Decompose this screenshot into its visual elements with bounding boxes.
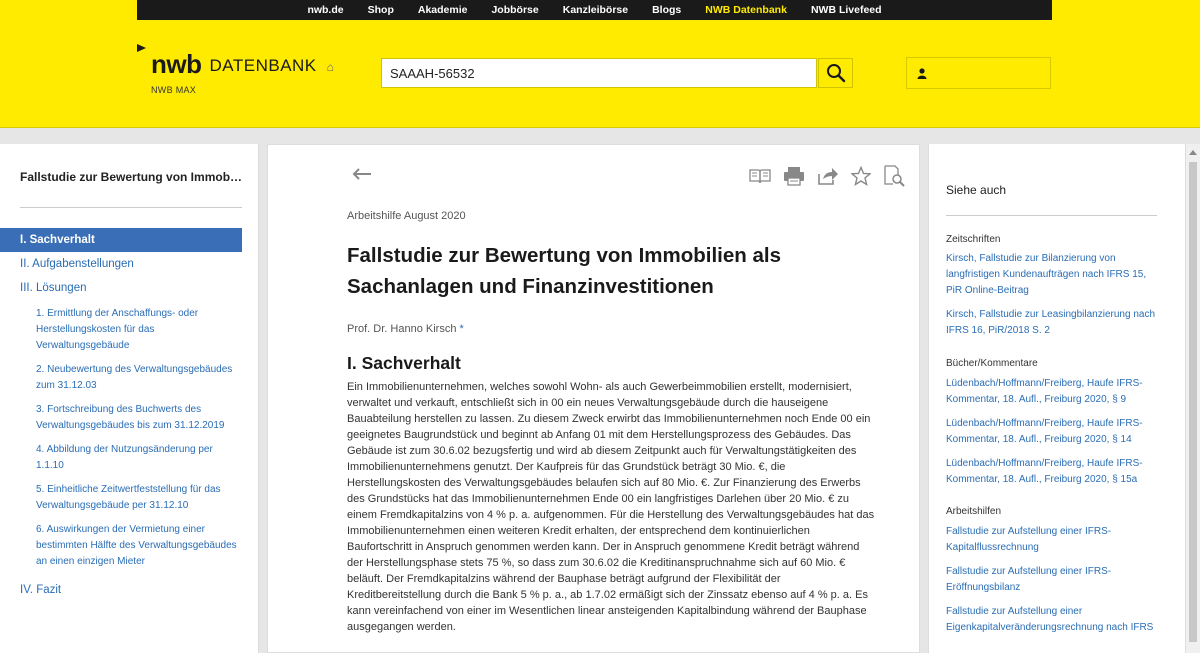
sidebar-document-title: Fallstudie zur Bewertung von Immobi…	[20, 170, 245, 184]
related-link[interactable]: Fallstudie zur Aufstellung einer IFRS-Kapitalflussrechnung	[946, 526, 1112, 553]
scrollbar-thumb[interactable]	[1189, 162, 1197, 642]
topnav-blogs[interactable]: Blogs	[652, 4, 682, 16]
author-footnote-link[interactable]: *	[459, 323, 464, 335]
arrow-left-icon	[352, 168, 372, 180]
logo-brand: nwb	[151, 49, 202, 79]
related-link[interactable]: Lüdenbach/Hoffmann/Freiberg, Haufe IFRS-Kommentar, 18. Aufl., Freiburg 2020, § 14	[946, 418, 1143, 445]
toc-subitem-5[interactable]: 5. Einheitliche Zeitwertfeststellung für das Verwaltungsgebäude per 31.12.10	[36, 484, 221, 511]
logo-product: DATENBANK	[209, 56, 317, 75]
document-title: Fallstudie zur Bewertung von Immobilien als Sachanlagen und Finanzinvestitionen	[347, 244, 781, 298]
favorite-button[interactable]	[851, 166, 871, 191]
topnav-nwb-datenbank[interactable]: NWB Datenbank	[705, 4, 787, 16]
toc-subitem-1[interactable]: 1. Ermittlung der Anschaffungs- oder Herstellungskosten für das Verwaltungsgebäude	[36, 308, 199, 351]
table-of-contents	[0, 228, 259, 602]
toc-sidebar	[0, 144, 259, 653]
document-meta: Arbeitshilfe August 2020	[347, 210, 466, 222]
printer-icon	[783, 166, 805, 186]
top-navigation	[137, 0, 1052, 20]
topnav-nwb-livefeed[interactable]: NWB Livefeed	[810, 4, 882, 16]
home-icon[interactable]: ⌂	[326, 60, 334, 74]
group-title-arbeitshilfen: Arbeitshilfen	[946, 506, 1002, 517]
see-also-sidebar	[928, 144, 1185, 653]
topnav-shop[interactable]: Shop	[367, 4, 394, 16]
document-author	[347, 323, 464, 335]
toc-item-sachverhalt[interactable]: I. Sachverhalt	[0, 228, 242, 252]
star-icon	[851, 166, 871, 186]
topnav-akademie[interactable]: Akademie	[417, 4, 468, 16]
user-icon	[917, 68, 927, 79]
divider	[946, 215, 1157, 216]
related-link[interactable]: Lüdenbach/Hoffmann/Freiberg, Haufe IFRS-Kommentar, 18. Aufl., Freiburg 2020, § 9	[946, 378, 1143, 405]
related-link[interactable]: Kirsch, Fallstudie zur Leasingbilanzierung nach IFRS 16, PiR/2018 S. 2	[946, 309, 1156, 336]
product-subtitle: NWB MAX	[151, 85, 197, 95]
related-link[interactable]: Fallstudie zur Aufstellung einer Eigenkapitalveränderungsrechnung nach IFRS	[946, 606, 1154, 633]
section-body: Ein Immobilienunternehmen, welches sowohl Wohn- als auch Gewerbeimmobilien erstellt, modernisiert, verwaltet und verkauft, entschließt sich in 00 ein neues Verwaltungsgebäude durch die hauseigene Bauabteilung herstellen zu lassen. Zu diesem Zweck erwirbt das Immobilienunternehmen noch Ende 00 ein geeignetes Baugrundstück und beginnt ab Anfang 01 mit dem Herstellungsprozess des Gebäudes. Das Gebäude ist zum 30.6.02 bezugsfertig und wird ab diesem Zeitpunkt auch für Verwaltungstätigkeiten des Immobilienunternehmens genutzt. Der Kaufpreis für das Grundstück beträgt 30 Mio. €, die Herstellungskosten des Verwaltungsgebäudes belaufen sich auf 80 Mio. €. Zur Finanzierung des Erwerbs des Grundstücks hat das Immobilienunternehmen Ende 00 ein langfristiges Darlehen über 20 Mio. € zu einem Fremdkapitalzins von 4 % p. a. aufgenommen. Für die Herstellung des Verwaltungsgebäudes hat das Immobilienunternehmen einen weiteren Kredit erhalten, der entsprechend dem kontinuierlichen Baufortschritt in Anspruch genommen werden kann. Der in Anspruch genommene Kredit beträgt während der Herstellungsphase stets 75 %, so dass zum 30.6.02 die Kreditinanspruchnahme sich auf 60 Mio. € beläuft. Der Fremdkapitalzins während der Bauphase beträgt aufgrund der Flexibilität der Kreditbereitstellung durch die Bank 5 % p. a., ab 1.7.02 ermäßigt sich der Zinssatz ebenso auf 4 % p. a. Es kann vereinfachend von einer im Wesentlichen linear ansteigenden Kapitalbindung während der Bauphase ausgegangen werden.	[347, 381, 875, 633]
print-button[interactable]	[783, 166, 805, 191]
user-account-button[interactable]	[906, 57, 1051, 89]
search-input[interactable]	[381, 58, 817, 88]
toc-subitem-6[interactable]: 6. Auswirkungen der Vermietung einer bestimmten Hälfte des Verwaltungsgebäudes an einen einzigen Mieter	[36, 524, 237, 567]
reading-mode-button[interactable]	[749, 167, 771, 190]
section-heading: I. Sachverhalt	[347, 353, 461, 373]
document-search-icon	[883, 165, 905, 187]
toc-subitem-4[interactable]: 4. Abbildung der Nutzungsänderung per 1.1.10	[36, 444, 213, 471]
see-also-heading: Siehe auch	[946, 183, 1007, 197]
topnav-nwb-de[interactable]: nwb.de	[307, 4, 344, 16]
group-title-buecher: Bücher/Kommentare	[946, 358, 1038, 369]
related-link[interactable]: Fallstudie zur Aufstellung einer IFRS-Eröffnungsbilanz	[946, 566, 1112, 593]
toc-item-fazit[interactable]: IV. Fazit	[20, 584, 62, 596]
document-search-button[interactable]	[883, 165, 905, 192]
back-button[interactable]	[352, 167, 372, 185]
toc-subitem-3[interactable]: 3. Fortschreibung des Buchwerts des Verwaltungsgebäudes bis zum 31.12.2019	[36, 404, 225, 431]
topnav-jobboerse[interactable]: Jobbörse	[491, 4, 539, 16]
toc-item-aufgabenstellungen[interactable]: II. Aufgabenstellungen	[20, 258, 134, 270]
share-icon	[817, 166, 839, 186]
group-title-zeitschriften: Zeitschriften	[946, 234, 1001, 245]
logo[interactable]	[137, 44, 334, 78]
topnav-kanzleiboerse[interactable]: Kanzleibörse	[562, 4, 629, 16]
book-icon	[749, 167, 771, 185]
search-icon	[826, 63, 846, 83]
toc-item-loesungen[interactable]: III. Lösungen	[20, 282, 87, 294]
related-link[interactable]: Lüdenbach/Hoffmann/Freiberg, Haufe IFRS-Kommentar, 18. Aufl., Freiburg 2020, § 15a	[946, 458, 1143, 485]
divider	[20, 207, 242, 208]
document-toolbar	[749, 165, 905, 192]
search-button[interactable]	[818, 58, 853, 88]
header	[0, 0, 1200, 128]
page-scrollbar[interactable]	[1185, 144, 1200, 653]
related-link[interactable]: Kirsch, Fallstudie zur Bilanzierung von langfristigen Kundenaufträgen nach IFRS 15, PiR Online-Beitrag	[946, 253, 1147, 296]
toc-subitem-2[interactable]: 2. Neubewertung des Verwaltungsgebäudes zum 31.12.03	[36, 364, 233, 391]
scroll-up-arrow-icon[interactable]	[1189, 150, 1197, 155]
logo-triangle-icon	[137, 44, 146, 52]
share-button[interactable]	[817, 166, 839, 191]
document-view	[267, 144, 920, 653]
author-name: Prof. Dr. Hanno Kirsch	[347, 323, 457, 335]
